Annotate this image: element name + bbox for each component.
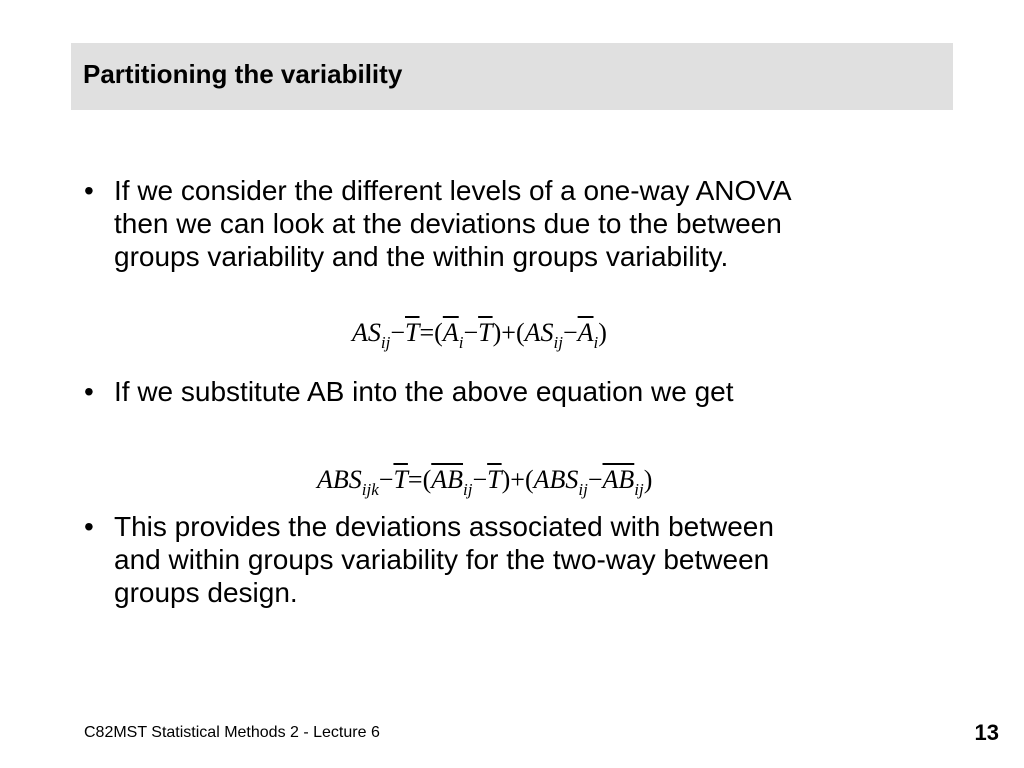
eq-term: AS — [352, 318, 381, 347]
eq-term: AS — [524, 318, 554, 347]
bullet-line: This provides the deviations associated with between — [114, 511, 774, 542]
bullet-marker: • — [84, 175, 94, 206]
eq-term: $\overline{AB}$ — [602, 465, 635, 494]
bullet-line: then we can look at the deviations due to the between — [114, 208, 782, 239]
bullet-line: If we consider the different levels of a one-way ANOVA — [114, 175, 792, 206]
eq-operator: − — [472, 465, 488, 494]
eq-operator: − — [378, 465, 394, 494]
eq-term: $\overline{T}$ — [405, 318, 420, 347]
eq-operator: − — [587, 465, 603, 494]
eq-subscript: ij — [578, 480, 588, 499]
bullet-text — [114, 174, 792, 273]
eq-operator: + — [510, 465, 525, 494]
bullet-line: and within groups variability for the two-way between — [114, 544, 770, 575]
eq-term: $\overline{A}$ — [442, 318, 459, 347]
equation-two-way — [317, 465, 652, 500]
eq-subscript: i — [458, 333, 464, 352]
bullet-text — [114, 510, 774, 609]
eq-term: $\overline{T}$ — [487, 465, 502, 494]
bullet-line: groups variability and the within groups variability. — [114, 241, 729, 272]
eq-term: ABS — [317, 465, 362, 494]
eq-paren: ) — [492, 318, 502, 347]
eq-operator: + — [501, 318, 516, 347]
eq-term: $\overline{AB}$ — [431, 465, 464, 494]
eq-paren: ) — [598, 318, 607, 347]
eq-paren: ( — [434, 318, 443, 347]
title-bar — [71, 43, 953, 110]
eq-subscript: ij — [380, 333, 391, 352]
footer-course-label: C82MST Statistical Methods 2 - Lecture 6 — [84, 724, 380, 741]
eq-term: $\overline{T}$ — [393, 465, 408, 494]
eq-operator: = — [419, 318, 435, 347]
eq-paren: ( — [515, 318, 525, 347]
equation-one-way — [352, 318, 607, 353]
eq-operator: − — [463, 318, 479, 347]
eq-paren: ( — [422, 465, 432, 494]
bullet-line: If we substitute AB into the above equation we get — [114, 376, 734, 407]
eq-paren: ) — [643, 465, 653, 494]
slide-number: 13 — [974, 720, 999, 745]
eq-subscript: ij — [463, 480, 473, 499]
slide-title: Partitioning the variability — [83, 59, 403, 89]
eq-term: ABS — [533, 465, 579, 494]
eq-term: $\overline{T}$ — [478, 318, 493, 347]
eq-subscript: ij — [553, 333, 563, 352]
bullet-text — [114, 375, 734, 408]
eq-operator: = — [407, 465, 423, 494]
eq-subscript: ij — [634, 480, 644, 499]
eq-operator: − — [390, 318, 406, 347]
eq-paren: ) — [501, 465, 511, 494]
eq-subscript: i — [593, 333, 599, 352]
bullet-line: groups design. — [114, 577, 298, 608]
eq-operator: − — [562, 318, 578, 347]
bullet-marker: • — [84, 511, 94, 542]
eq-term: $\overline{A}$ — [577, 318, 594, 347]
bullet-marker: • — [84, 376, 94, 407]
eq-subscript: ijk — [361, 480, 379, 499]
eq-paren: ( — [524, 465, 534, 494]
